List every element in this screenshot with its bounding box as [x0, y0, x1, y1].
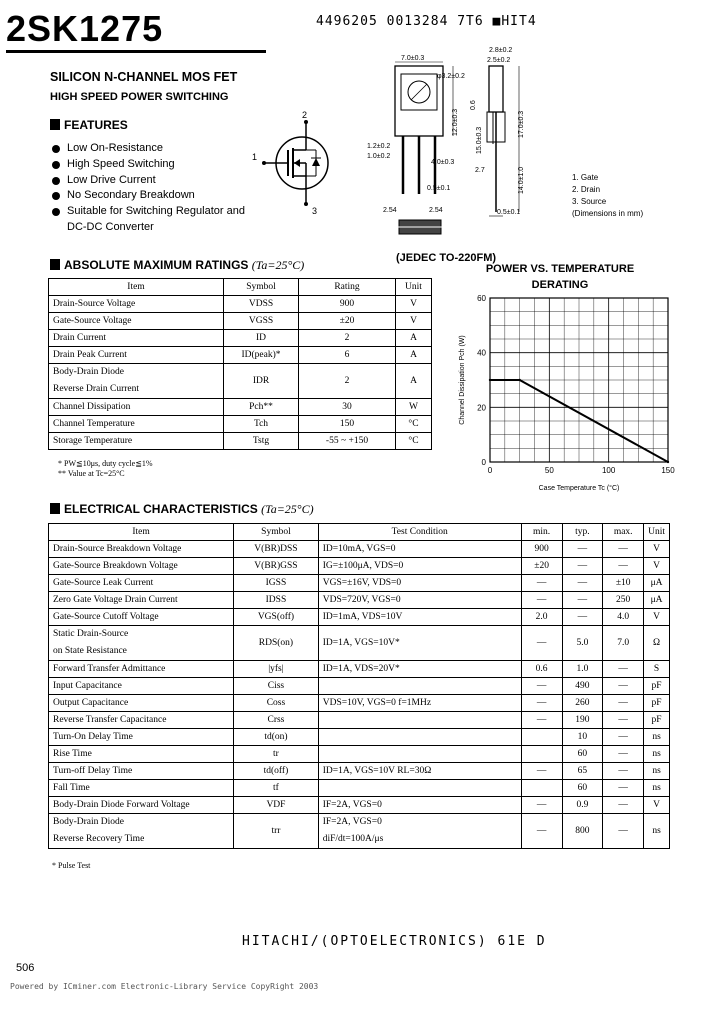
cell-item: Forward Transfer Admittance — [49, 661, 234, 678]
cell-typ: 260 — [562, 695, 603, 712]
cell-max: 7.0 — [603, 626, 644, 661]
cell-min: — — [521, 575, 562, 592]
elec-note: * Pulse Test — [52, 861, 91, 870]
cell-unit: V — [644, 797, 670, 814]
cell-typ: — — [562, 592, 603, 609]
cell-symbol: Coss — [234, 695, 319, 712]
cell-max: — — [603, 661, 644, 678]
cell-item: Body-Drain Diode — [53, 367, 124, 377]
cell-condition: ID=1A, VGS=10V* — [318, 626, 521, 661]
cell-symbol: |yfs| — [234, 661, 319, 678]
cell-symbol: Pch** — [224, 399, 299, 416]
table-row — [49, 695, 670, 712]
cell-unit: °C — [396, 416, 432, 433]
dim-label: 0.5±0.1 — [497, 209, 521, 216]
cell-unit: pF — [644, 695, 670, 712]
cell-condition: ID=1mA, VDS=10V — [318, 609, 521, 626]
subtitle-application: HIGH SPEED POWER SWITCHING — [50, 91, 229, 103]
column-header: Test Condition — [318, 524, 521, 541]
cell-unit: ns — [644, 729, 670, 746]
cell-unit: A — [396, 330, 432, 347]
table-header-row — [49, 524, 670, 541]
cell-item: Channel Temperature — [49, 416, 224, 433]
cell-unit: S — [644, 661, 670, 678]
package-name: (JEDEC TO-220FM) — [396, 252, 497, 264]
column-header: Rating — [299, 279, 396, 296]
cell-unit: Ω — [644, 626, 670, 661]
cell-symbol: VGSS — [224, 313, 299, 330]
cell-rating: 2 — [299, 330, 396, 347]
cell-max: — — [603, 814, 644, 849]
cell-symbol: ID — [224, 330, 299, 347]
cell-condition: IG=±100μA, VDS=0 — [318, 558, 521, 575]
table-row — [49, 330, 432, 347]
table-row — [49, 364, 432, 399]
bullet-icon — [52, 145, 60, 153]
footer-company-line: HITACHI/(OPTOELECTRONICS) 61E D — [242, 934, 547, 949]
cell-unit: ns — [644, 780, 670, 797]
cell-item: Turn-off Delay Time — [49, 763, 234, 780]
cell-min: — — [521, 814, 562, 849]
table-row — [49, 797, 670, 814]
table-row — [49, 780, 670, 797]
cell-condition: IF=2A, VGS=0 — [318, 797, 521, 814]
y-tick-label: 40 — [477, 348, 486, 358]
cell-item: Gate-Source Leak Current — [49, 575, 234, 592]
dim-label: 4.0±0.3 — [431, 159, 455, 166]
dim-label: 12.0±0.3 — [452, 108, 459, 136]
list-item-continuation — [52, 221, 245, 237]
cell-item: Gate-Source Voltage — [49, 313, 224, 330]
cell-symbol: V(BR)DSS — [234, 541, 319, 558]
cell-unit: °C — [396, 433, 432, 450]
table-row — [49, 313, 432, 330]
bullet-icon — [52, 208, 60, 216]
cell-rating: 2 — [299, 364, 396, 399]
feature-text: High Speed Switching — [67, 157, 175, 170]
abs-max-heading — [50, 258, 304, 273]
cell-max: 4.0 — [603, 609, 644, 626]
dim-label: 2.54 — [383, 207, 397, 214]
bullet-icon — [52, 161, 60, 169]
cell-condition: ID=1A, VGS=10V RL=30Ω — [318, 763, 521, 780]
cell-item: Static Drain-Source — [53, 629, 129, 639]
cell-min: — — [521, 678, 562, 695]
cell-symbol: RDS(on) — [234, 626, 319, 661]
cell-condition — [318, 814, 521, 849]
table-row — [49, 592, 670, 609]
dim-label: 0.6 — [470, 100, 477, 110]
cell-unit: ns — [644, 814, 670, 849]
cell-typ: 800 — [562, 814, 603, 849]
table-row — [49, 661, 670, 678]
cell-symbol: VDF — [234, 797, 319, 814]
dim-label: φ3.2±0.2 — [437, 73, 465, 80]
cell-unit: A — [396, 347, 432, 364]
cell-item: Drain-Source Breakdown Voltage — [49, 541, 234, 558]
cell-symbol: IDR — [224, 364, 299, 399]
cell-item: Zero Gate Voltage Drain Current — [49, 592, 234, 609]
column-header: typ. — [562, 524, 603, 541]
cell-condition — [318, 712, 521, 729]
cell-max: — — [603, 797, 644, 814]
cell-max: — — [603, 780, 644, 797]
cell-min: — — [521, 592, 562, 609]
cell-symbol: Tch — [224, 416, 299, 433]
footnote: ** Value at Tc=25°C — [58, 469, 125, 478]
table-row — [49, 558, 670, 575]
table-row — [49, 814, 670, 849]
legend-item: 2. Drain — [572, 185, 601, 194]
feature-text: No Secondary Breakdown — [67, 189, 195, 202]
cell-max: — — [603, 695, 644, 712]
part-number: 2SK1275 — [6, 8, 164, 49]
cell-item: Gate-Source Breakdown Voltage — [49, 558, 234, 575]
table-row — [49, 626, 670, 661]
cell-max: 250 — [603, 592, 644, 609]
cell-condition: VGS=±16V, VDS=0 — [318, 575, 521, 592]
y-axis-label: Channel Dissipation Pch (W) — [459, 335, 466, 425]
cell-unit: A — [396, 364, 432, 399]
cell-condition — [318, 678, 521, 695]
column-header: Symbol — [224, 279, 299, 296]
column-header: Item — [49, 279, 224, 296]
cell-typ: 490 — [562, 678, 603, 695]
features-list — [52, 142, 245, 237]
cell-item-line2: Reverse Recovery Time — [53, 834, 145, 844]
list-item — [52, 142, 245, 158]
column-header: Unit — [396, 279, 432, 296]
cell-min: 900 — [521, 541, 562, 558]
table-row — [49, 433, 432, 450]
column-header: min. — [521, 524, 562, 541]
cell-typ: 10 — [562, 729, 603, 746]
cell-min — [521, 746, 562, 763]
legend-item: (Dimensions in mm) — [572, 209, 644, 218]
cell-typ: 60 — [562, 780, 603, 797]
cell-rating: ±20 — [299, 313, 396, 330]
cell-rating: 150 — [299, 416, 396, 433]
cell-max: — — [603, 678, 644, 695]
table-row — [49, 575, 670, 592]
cell-min: — — [521, 626, 562, 661]
dim-label: 1.2±0.2 — [367, 143, 391, 150]
cell-item: Drain Current — [49, 330, 224, 347]
cell-item — [49, 626, 234, 661]
feature-text: Suitable for Switching Regulator and — [67, 205, 245, 218]
y-tick-label: 20 — [477, 403, 486, 413]
cell-symbol: td(off) — [234, 763, 319, 780]
cell-unit: pF — [644, 678, 670, 695]
section-marker-icon — [50, 119, 60, 130]
abs-max-notes — [58, 459, 153, 479]
elec-title: ELECTRICAL CHARACTERISTICS — [64, 502, 258, 516]
footnote: * PW≦10μs, duty cycle≦1% — [58, 459, 153, 468]
cell-min: — — [521, 763, 562, 780]
legend-item: 3. Source — [572, 197, 607, 206]
cell-max: ±10 — [603, 575, 644, 592]
cell-condition: ID=1A, VDS=20V* — [318, 661, 521, 678]
abs-max-title: ABSOLUTE MAXIMUM RATINGS — [64, 258, 249, 272]
cell-min — [521, 729, 562, 746]
bullet-icon — [52, 192, 60, 200]
x-axis-label: Case Temperature Tc (°C) — [538, 485, 620, 492]
pin-label: 2 — [302, 110, 308, 120]
cell-condition — [318, 746, 521, 763]
section-marker-icon — [50, 259, 60, 270]
dim-label: 15.0±0.3 — [476, 126, 483, 154]
table-row — [49, 399, 432, 416]
cell-item: Input Capacitance — [49, 678, 234, 695]
y-tick-label: 60 — [477, 294, 486, 303]
cell-item: Gate-Source Cutoff Voltage — [49, 609, 234, 626]
cell-typ: 0.9 — [562, 797, 603, 814]
elec-condition: (Ta=25°C) — [261, 502, 314, 516]
cell-symbol: IGSS — [234, 575, 319, 592]
x-tick-label: 50 — [544, 466, 554, 475]
list-item — [52, 189, 245, 205]
cell-unit: V — [396, 313, 432, 330]
cell-typ: — — [562, 558, 603, 575]
cell-typ: 1.0 — [562, 661, 603, 678]
table-row — [49, 347, 432, 364]
header-rule — [6, 50, 266, 53]
pin-legend — [572, 172, 643, 220]
cell-unit: ns — [644, 746, 670, 763]
package-outline-drawing — [365, 44, 585, 244]
features-heading — [50, 118, 128, 132]
cell-item-line2: on State Resistance — [53, 646, 127, 656]
cell-item-line2: Reverse Drain Current — [53, 384, 139, 394]
cell-min — [521, 780, 562, 797]
cell-unit: μA — [644, 575, 670, 592]
cell-condition: VDS=10V, VGS=0 f=1MHz — [318, 695, 521, 712]
table-row — [49, 296, 432, 313]
bullet-icon — [52, 177, 60, 185]
cell-typ: 190 — [562, 712, 603, 729]
cell-item: Storage Temperature — [49, 433, 224, 450]
dim-label: 17.0±0.3 — [518, 110, 525, 138]
cell-min: — — [521, 797, 562, 814]
cell-max: — — [603, 763, 644, 780]
cell-condition: ID=10mA, VGS=0 — [318, 541, 521, 558]
elec-table — [48, 523, 670, 849]
cell-symbol: tf — [234, 780, 319, 797]
feature-text: DC-DC Converter — [67, 220, 154, 233]
cell-min: 2.0 — [521, 609, 562, 626]
cell-condition — [318, 729, 521, 746]
cell-typ: — — [562, 541, 603, 558]
page-number: 506 — [16, 962, 35, 974]
dim-label: 2.8±0.2 — [489, 47, 513, 54]
cell-item: Channel Dissipation — [49, 399, 224, 416]
cell-max: — — [603, 746, 644, 763]
cell-item: Body-Drain Diode — [53, 817, 124, 827]
subtitle-device: SILICON N-CHANNEL MOS FET — [50, 70, 238, 84]
table-row — [49, 746, 670, 763]
mosfet-symbol-icon — [250, 108, 340, 218]
list-item — [52, 174, 245, 190]
cell-condition-line2: diF/dt=100A/μs — [322, 834, 384, 844]
cell-unit: pF — [644, 712, 670, 729]
cell-min: — — [521, 695, 562, 712]
cell-unit: V — [644, 541, 670, 558]
column-header: max. — [603, 524, 644, 541]
cell-symbol: ID(peak)* — [224, 347, 299, 364]
cell-unit: V — [644, 609, 670, 626]
cell-unit: V — [396, 296, 432, 313]
cell-symbol: VDSS — [224, 296, 299, 313]
table-row — [49, 729, 670, 746]
cell-max: — — [603, 729, 644, 746]
data-point — [667, 461, 669, 463]
pin-label: 3 — [312, 206, 318, 216]
abs-max-table — [48, 278, 432, 450]
cell-unit: μA — [644, 592, 670, 609]
cell-symbol: Tstg — [224, 433, 299, 450]
header-code-line: 4496205 0013284 7T6 ■HIT4 — [316, 14, 537, 29]
column-header: Unit — [644, 524, 670, 541]
list-item — [52, 158, 245, 174]
cell-unit: W — [396, 399, 432, 416]
cell-item: Body-Drain Diode Forward Voltage — [49, 797, 234, 814]
x-tick-label: 0 — [487, 466, 493, 475]
watermark-text: Powered by ICminer.com Electronic-Library Service CopyRight 2003 — [10, 982, 319, 991]
x-tick-label: 150 — [661, 466, 675, 475]
feature-text: Low Drive Current — [67, 173, 156, 186]
pin-label: 1 — [252, 152, 258, 162]
cell-condition: IF=2A, VGS=0 — [322, 817, 382, 827]
cell-rating: 30 — [299, 399, 396, 416]
cell-symbol: Crss — [234, 712, 319, 729]
cell-rating: 900 — [299, 296, 396, 313]
legend-item: 1. Gate — [572, 173, 599, 182]
x-tick-label: 100 — [601, 466, 616, 475]
dim-label: 0.5±0.1 — [427, 185, 451, 192]
cell-min: ±20 — [521, 558, 562, 575]
cell-min: 0.6 — [521, 661, 562, 678]
table-row — [49, 678, 670, 695]
section-marker-icon — [50, 503, 60, 514]
table-header-row — [49, 279, 432, 296]
column-header: Item — [49, 524, 234, 541]
dim-label: 2.54 — [429, 207, 443, 214]
data-point — [518, 379, 520, 381]
cell-item: Turn-On Delay Time — [49, 729, 234, 746]
dim-label: 2.7 — [475, 167, 485, 174]
cell-symbol: IDSS — [234, 592, 319, 609]
cell-item: Reverse Transfer Capacitance — [49, 712, 234, 729]
dim-label: 2.5±0.2 — [487, 57, 511, 64]
cell-item — [49, 814, 234, 849]
column-header: Symbol — [234, 524, 319, 541]
cell-max: — — [603, 558, 644, 575]
table-row — [49, 416, 432, 433]
cell-condition — [318, 780, 521, 797]
abs-max-condition: (Ta=25°C) — [251, 258, 305, 272]
y-tick-label: 0 — [481, 458, 486, 467]
cell-symbol: Ciss — [234, 678, 319, 695]
cell-typ: — — [562, 609, 603, 626]
table-row — [49, 712, 670, 729]
cell-typ: 5.0 — [562, 626, 603, 661]
cell-max: — — [603, 541, 644, 558]
derating-chart — [450, 290, 690, 500]
cell-symbol: V(BR)GSS — [234, 558, 319, 575]
cell-typ: 60 — [562, 746, 603, 763]
table-row — [49, 609, 670, 626]
feature-text: Low On-Resistance — [67, 142, 163, 154]
data-point — [489, 379, 491, 381]
cell-typ: 65 — [562, 763, 603, 780]
table-row — [49, 541, 670, 558]
list-item — [52, 205, 245, 221]
elec-heading — [50, 502, 314, 517]
cell-item: Drain Peak Current — [49, 347, 224, 364]
cell-condition: VDS=720V, VGS=0 — [318, 592, 521, 609]
cell-item: Drain-Source Voltage — [49, 296, 224, 313]
cell-min: — — [521, 712, 562, 729]
dim-label: 7.0±0.3 — [401, 55, 425, 62]
features-title: FEATURES — [64, 118, 128, 132]
cell-max: — — [603, 712, 644, 729]
cell-symbol: trr — [234, 814, 319, 849]
dim-label: 14.0±1.0 — [518, 166, 525, 194]
cell-symbol: VGS(off) — [234, 609, 319, 626]
cell-rating: -55 ~ +150 — [299, 433, 396, 450]
cell-symbol: tr — [234, 746, 319, 763]
cell-item: Rise Time — [49, 746, 234, 763]
chart-title: POWER VS. TEMPERATURE DERATING — [485, 263, 635, 291]
cell-typ: — — [562, 575, 603, 592]
dim-label: 1.0±0.2 — [367, 153, 391, 160]
cell-item: Output Capacitance — [49, 695, 234, 712]
cell-unit: ns — [644, 763, 670, 780]
cell-rating: 6 — [299, 347, 396, 364]
cell-item: Fall Time — [49, 780, 234, 797]
table-row — [49, 763, 670, 780]
cell-unit: V — [644, 558, 670, 575]
cell-symbol: td(on) — [234, 729, 319, 746]
